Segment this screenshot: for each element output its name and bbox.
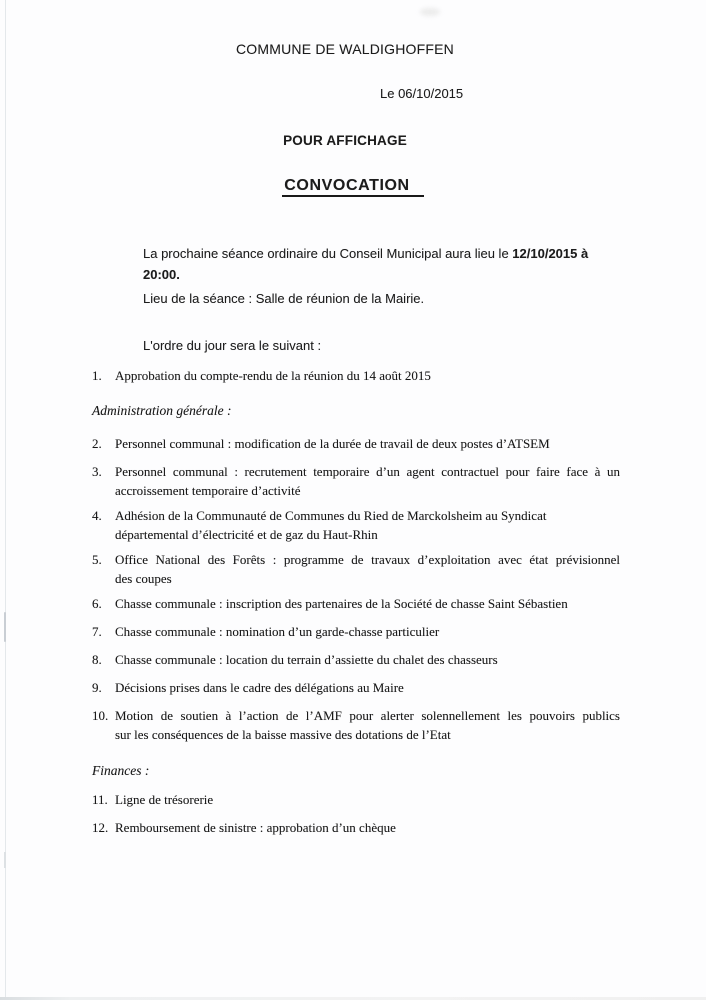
agenda-item-6 bbox=[92, 594, 652, 613]
agenda-item-number: 2. bbox=[92, 436, 102, 451]
agenda-item-2 bbox=[92, 434, 652, 453]
display-notice: POUR AFFICHAGE bbox=[283, 133, 407, 148]
agenda-item-9 bbox=[92, 678, 652, 697]
meeting-datetime: 12/10/2015 à bbox=[512, 246, 589, 261]
agenda-item-text: Chasse communale : location du terrain d’assiette du chalet des chasseurs bbox=[115, 652, 498, 667]
section-heading-administration: Administration générale : bbox=[92, 403, 232, 418]
agenda-item-text: Chasse communale : inscription des partenaires de la Société de chasse Saint Sébastien bbox=[115, 596, 568, 611]
intro-text: La prochaine séance ordinaire du Conseil Municipal aura lieu le bbox=[143, 246, 509, 261]
agenda-item-number: 7. bbox=[92, 624, 102, 639]
agenda-item-number: 10. bbox=[92, 708, 109, 723]
title-row bbox=[0, 175, 706, 197]
agenda-lead: L'ordre du jour sera le suivant : bbox=[143, 338, 322, 353]
scan-artifact-mark bbox=[4, 612, 6, 642]
section-heading-finances: Finances : bbox=[92, 763, 150, 778]
agenda-item-text: Personnel communal : modification de la durée de travail de deux postes d’ATSEM bbox=[115, 436, 550, 451]
agenda-item-number: 11. bbox=[92, 792, 108, 807]
agenda-list bbox=[92, 366, 652, 837]
agenda-item-3 bbox=[92, 462, 652, 500]
agenda-item-text: Ligne de trésorerie bbox=[115, 792, 214, 807]
agenda-item-number: 12. bbox=[92, 820, 109, 835]
agenda-item-text: Décisions prises dans le cadre des délégations au Maire bbox=[115, 680, 404, 695]
meeting-time: 20:00. bbox=[143, 267, 180, 282]
agenda-item-12 bbox=[92, 818, 652, 837]
agenda-item-number: 3. bbox=[92, 464, 102, 479]
agenda-item-4 bbox=[92, 506, 652, 544]
agenda-item-10 bbox=[92, 706, 652, 744]
agenda-item-text: Adhésion de la Communauté de Communes du Ried de Marckolsheim au Syndicat départemental d’électricité et de gaz du Haut-Rhin bbox=[115, 508, 547, 542]
agenda-item-number: 5. bbox=[92, 552, 102, 567]
agenda-item-number: 8. bbox=[92, 652, 102, 667]
agenda-item-text: Motion de soutien à l’action de l’AMF pour alerter solennellement les pouvoirs publics sur les conséquences de la baisse massive des dotations de l’Etat bbox=[115, 708, 620, 742]
agenda-item-8 bbox=[92, 650, 652, 669]
meeting-location: Lieu de la séance : Salle de réunion de la Mairie. bbox=[143, 291, 425, 306]
agenda-item-text: Chasse communale : nomination d’un garde-chasse particulier bbox=[115, 624, 440, 639]
agenda-item-number: 1. bbox=[92, 368, 102, 383]
scan-artifact-mark bbox=[4, 852, 6, 868]
scan-artifact-smudge bbox=[420, 8, 440, 16]
agenda-item-text: Personnel communal : recrutement temporaire d’un agent contractuel pour faire face à un accroissement temporaire d’activité bbox=[115, 464, 620, 498]
agenda-item-11 bbox=[92, 790, 652, 809]
agenda-item-1 bbox=[92, 366, 652, 385]
agenda-item-5 bbox=[92, 550, 652, 588]
agenda-item-number: 9. bbox=[92, 680, 102, 695]
scan-artifact-left-line bbox=[5, 0, 6, 1000]
commune-header: COMMUNE DE WALDIGHOFFEN bbox=[236, 41, 454, 57]
agenda-item-number: 6. bbox=[92, 596, 102, 611]
agenda-item-text: Approbation du compte-rendu de la réunion du 14 août 2015 bbox=[115, 368, 431, 383]
agenda-item-7 bbox=[92, 622, 652, 641]
agenda-item-text: Remboursement de sinistre : approbation d’un chèque bbox=[115, 820, 396, 835]
document-date: Le 06/10/2015 bbox=[380, 86, 464, 101]
page-title: CONVOCATION bbox=[282, 177, 423, 197]
agenda-item-text: Office National des Forêts : programme de travaux d’exploitation avec état prévisionnel des coupes bbox=[115, 552, 620, 586]
agenda-item-number: 4. bbox=[92, 508, 102, 523]
intro-paragraph bbox=[143, 243, 603, 285]
